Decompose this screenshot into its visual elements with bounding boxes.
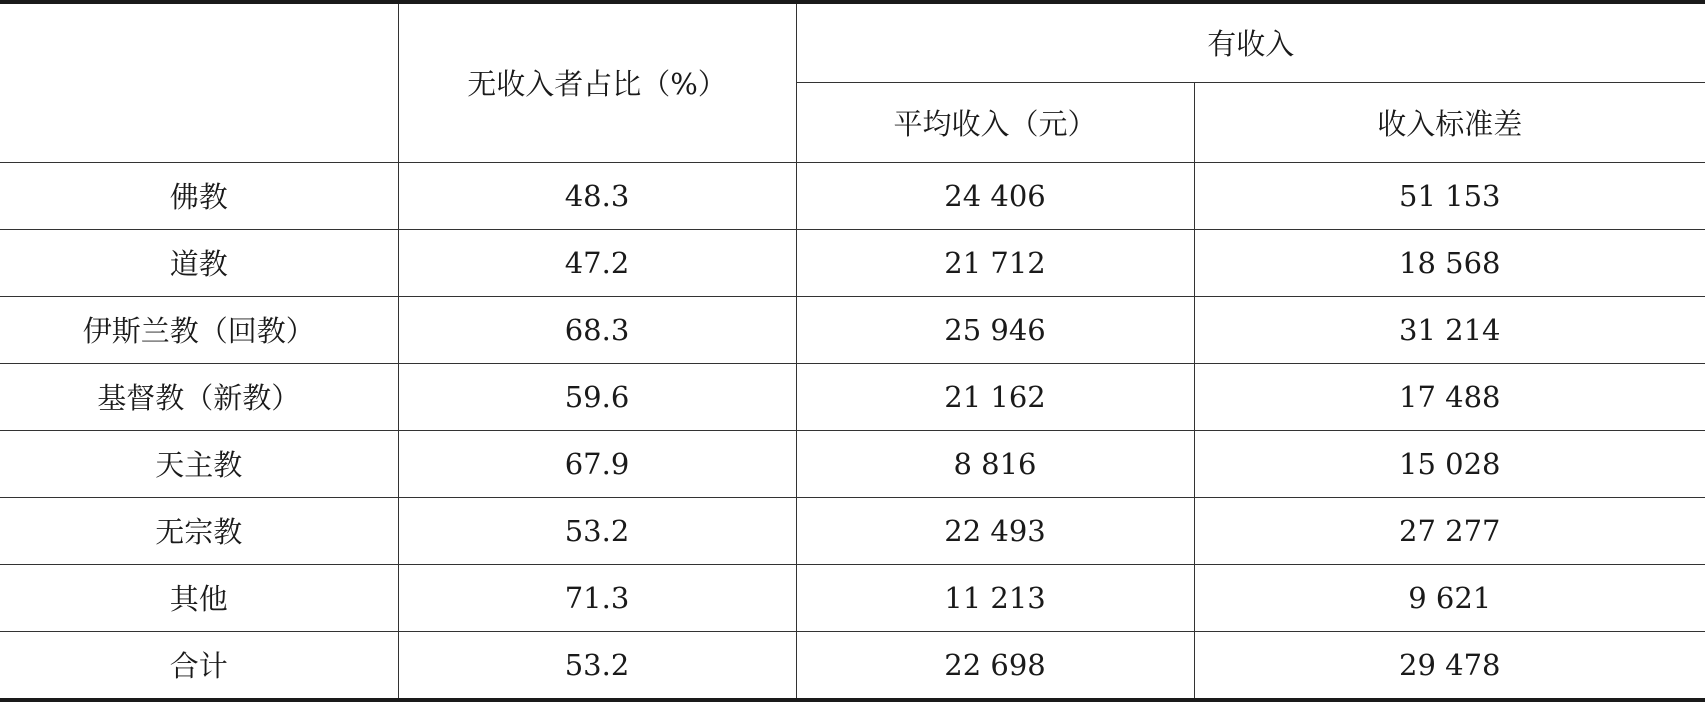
avg-income-cell: 21 162 [796, 363, 1194, 430]
religion-cell: 道教 [0, 229, 398, 296]
table-row [0, 564, 1705, 631]
table-row [0, 363, 1705, 430]
religion-cell: 天主教 [0, 430, 398, 497]
religion-cell: 基督教（新教） [0, 363, 398, 430]
header-corner-cell [0, 2, 398, 162]
religion-cell: 合计 [0, 631, 398, 700]
income-sd-cell: 15 028 [1194, 430, 1705, 497]
income-sd-cell: 9 621 [1194, 564, 1705, 631]
no-income-pct-cell: 68.3 [398, 296, 796, 363]
avg-income-cell: 25 946 [796, 296, 1194, 363]
header-has-income: 有收入 [796, 2, 1705, 82]
header-income-sd: 收入标准差 [1194, 82, 1705, 162]
religion-cell: 伊斯兰教（回教） [0, 296, 398, 363]
table-row [0, 497, 1705, 564]
table-row [0, 430, 1705, 497]
avg-income-cell: 24 406 [796, 162, 1194, 229]
income-sd-cell: 27 277 [1194, 497, 1705, 564]
income-sd-cell: 51 153 [1194, 162, 1705, 229]
avg-income-cell: 8 816 [796, 430, 1194, 497]
table-row-total [0, 631, 1705, 700]
income-sd-cell: 18 568 [1194, 229, 1705, 296]
no-income-pct-cell: 53.2 [398, 497, 796, 564]
income-sd-cell: 31 214 [1194, 296, 1705, 363]
no-income-pct-cell: 47.2 [398, 229, 796, 296]
header-avg-income: 平均收入（元） [796, 82, 1194, 162]
income-sd-cell: 29 478 [1194, 631, 1705, 700]
avg-income-cell: 21 712 [796, 229, 1194, 296]
avg-income-cell: 11 213 [796, 564, 1194, 631]
no-income-pct-cell: 53.2 [398, 631, 796, 700]
no-income-pct-cell: 59.6 [398, 363, 796, 430]
table-row [0, 162, 1705, 229]
no-income-pct-cell: 67.9 [398, 430, 796, 497]
table-body [0, 162, 1705, 700]
no-income-pct-cell: 71.3 [398, 564, 796, 631]
no-income-pct-cell: 48.3 [398, 162, 796, 229]
income-sd-cell: 17 488 [1194, 363, 1705, 430]
table-header [0, 2, 1705, 162]
header-no-income-pct: 无收入者占比（%） [398, 2, 796, 162]
table-row [0, 229, 1705, 296]
avg-income-cell: 22 493 [796, 497, 1194, 564]
header-row-top [0, 2, 1705, 82]
table-row [0, 296, 1705, 363]
religion-cell: 其他 [0, 564, 398, 631]
religion-cell: 佛教 [0, 162, 398, 229]
avg-income-cell: 22 698 [796, 631, 1194, 700]
religion-cell: 无宗教 [0, 497, 398, 564]
